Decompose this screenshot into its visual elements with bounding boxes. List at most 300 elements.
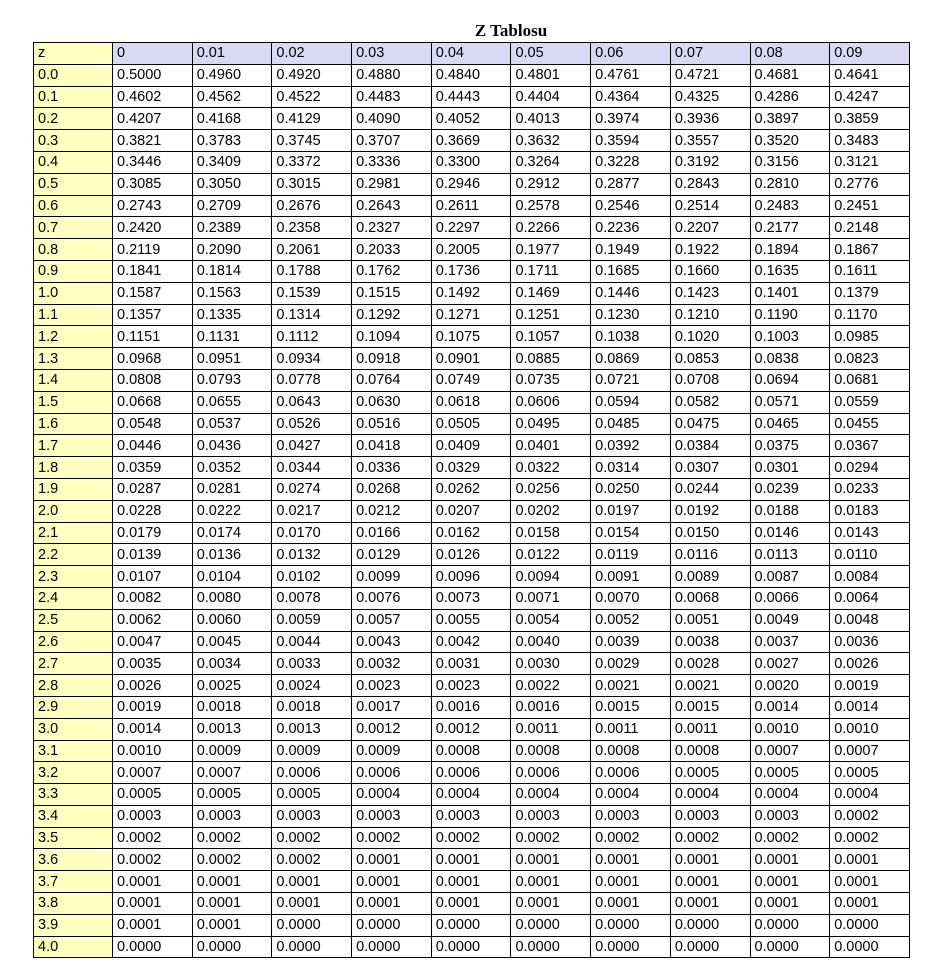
z-value-cell: 2.9: [34, 696, 113, 718]
z-value-cell: 1.8: [34, 457, 113, 479]
probability-cell: 0.0008: [511, 740, 591, 762]
z-value-cell: 0.7: [34, 217, 113, 239]
probability-cell: 0.0051: [670, 609, 750, 631]
probability-cell: 0.0143: [830, 522, 910, 544]
probability-cell: 0.2546: [591, 195, 671, 217]
column-header: 0.09: [830, 43, 910, 65]
table-row: [34, 304, 910, 326]
z-value-cell: 3.9: [34, 914, 113, 936]
probability-cell: 0.0004: [830, 784, 910, 806]
probability-cell: 0.0025: [192, 675, 272, 697]
probability-cell: 0.0001: [272, 871, 352, 893]
probability-cell: 0.1020: [670, 326, 750, 348]
probability-cell: 0.0001: [192, 871, 272, 893]
z-value-cell: 1.0: [34, 282, 113, 304]
probability-cell: 0.0005: [670, 762, 750, 784]
probability-cell: 0.1922: [670, 239, 750, 261]
probability-cell: 0.0594: [591, 391, 671, 413]
probability-cell: 0.0003: [750, 805, 830, 827]
probability-cell: 0.0004: [750, 784, 830, 806]
probability-cell: 0.0082: [113, 587, 193, 609]
z-value-cell: 1.6: [34, 413, 113, 435]
probability-cell: 0.0329: [431, 457, 511, 479]
probability-cell: 0.0000: [830, 914, 910, 936]
probability-cell: 0.0014: [750, 696, 830, 718]
probability-cell: 0.0078: [272, 587, 352, 609]
probability-cell: 0.3557: [670, 130, 750, 152]
probability-cell: 0.3015: [272, 173, 352, 195]
probability-cell: 0.3821: [113, 130, 193, 152]
probability-cell: 0.0001: [352, 849, 432, 871]
probability-cell: 0.0375: [750, 435, 830, 457]
probability-cell: 0.0001: [431, 849, 511, 871]
z-value-cell: 2.1: [34, 522, 113, 544]
probability-cell: 0.0001: [431, 871, 511, 893]
table-row: [34, 936, 910, 958]
probability-cell: 0.0207: [431, 500, 511, 522]
header-row: [34, 43, 910, 65]
z-value-cell: 0.2: [34, 108, 113, 130]
probability-cell: 0.0212: [352, 500, 432, 522]
probability-cell: 0.0392: [591, 435, 671, 457]
probability-cell: 0.3409: [192, 151, 272, 173]
probability-cell: 0.1563: [192, 282, 272, 304]
probability-cell: 0.1841: [113, 260, 193, 282]
probability-cell: 0.0001: [750, 849, 830, 871]
probability-cell: 0.3121: [830, 151, 910, 173]
probability-cell: 0.0022: [511, 675, 591, 697]
probability-cell: 0.0000: [670, 936, 750, 958]
z-value-cell: 2.0: [34, 500, 113, 522]
probability-cell: 0.0001: [591, 871, 671, 893]
probability-cell: 0.0934: [272, 348, 352, 370]
probability-cell: 0.0005: [272, 784, 352, 806]
probability-cell: 0.0721: [591, 369, 671, 391]
probability-cell: 0.0059: [272, 609, 352, 631]
probability-cell: 0.0001: [830, 849, 910, 871]
probability-cell: 0.1075: [431, 326, 511, 348]
probability-cell: 0.3936: [670, 108, 750, 130]
probability-cell: 0.0060: [192, 609, 272, 631]
probability-cell: 0.4721: [670, 64, 750, 86]
probability-cell: 0.0003: [192, 805, 272, 827]
probability-cell: 0.0014: [830, 696, 910, 718]
probability-cell: 0.0287: [113, 478, 193, 500]
probability-cell: 0.2843: [670, 173, 750, 195]
table-row: [34, 348, 910, 370]
probability-cell: 0.0174: [192, 522, 272, 544]
probability-cell: 0.0021: [591, 675, 671, 697]
probability-cell: 0.0013: [192, 718, 272, 740]
probability-cell: 0.0087: [750, 566, 830, 588]
table-row: [34, 326, 910, 348]
probability-cell: 0.0918: [352, 348, 432, 370]
probability-cell: 0.0139: [113, 544, 193, 566]
probability-cell: 0.0054: [511, 609, 591, 631]
probability-cell: 0.0004: [670, 784, 750, 806]
probability-cell: 0.3156: [750, 151, 830, 173]
probability-cell: 0.0005: [192, 784, 272, 806]
probability-cell: 0.0384: [670, 435, 750, 457]
table-row: [34, 217, 910, 239]
probability-cell: 0.0005: [113, 784, 193, 806]
z-column-header: z: [34, 43, 113, 65]
column-header: 0.07: [670, 43, 750, 65]
probability-cell: 0.0000: [192, 936, 272, 958]
probability-cell: 0.0006: [511, 762, 591, 784]
probability-cell: 0.1423: [670, 282, 750, 304]
probability-cell: 0.0006: [272, 762, 352, 784]
probability-cell: 0.0436: [192, 435, 272, 457]
probability-cell: 0.0032: [352, 653, 432, 675]
probability-cell: 0.4052: [431, 108, 511, 130]
probability-cell: 0.0001: [272, 893, 352, 915]
z-value-cell: 0.0: [34, 64, 113, 86]
table-row: [34, 566, 910, 588]
probability-cell: 0.0007: [830, 740, 910, 762]
probability-cell: 0.0418: [352, 435, 432, 457]
probability-cell: 0.2483: [750, 195, 830, 217]
table-row: [34, 587, 910, 609]
probability-cell: 0.0002: [830, 805, 910, 827]
probability-cell: 0.0003: [431, 805, 511, 827]
table-row: [34, 544, 910, 566]
probability-cell: 0.0301: [750, 457, 830, 479]
probability-cell: 0.0080: [192, 587, 272, 609]
probability-cell: 0.4404: [511, 86, 591, 108]
z-value-cell: 1.5: [34, 391, 113, 413]
probability-cell: 0.0268: [352, 478, 432, 500]
probability-cell: 0.2177: [750, 217, 830, 239]
probability-cell: 0.0179: [113, 522, 193, 544]
probability-cell: 0.0029: [591, 653, 671, 675]
probability-cell: 0.2981: [352, 173, 432, 195]
probability-cell: 0.0192: [670, 500, 750, 522]
probability-cell: 0.0007: [750, 740, 830, 762]
probability-cell: 0.0010: [113, 740, 193, 762]
probability-cell: 0.1515: [352, 282, 432, 304]
z-value-cell: 3.1: [34, 740, 113, 762]
z-value-cell: 2.2: [34, 544, 113, 566]
probability-cell: 0.4840: [431, 64, 511, 86]
probability-cell: 0.2676: [272, 195, 352, 217]
probability-cell: 0.0024: [272, 675, 352, 697]
probability-cell: 0.0028: [670, 653, 750, 675]
probability-cell: 0.0049: [750, 609, 830, 631]
probability-cell: 0.0015: [670, 696, 750, 718]
probability-cell: 0.0104: [192, 566, 272, 588]
table-row: [34, 675, 910, 697]
probability-cell: 0.0582: [670, 391, 750, 413]
probability-cell: 0.0002: [192, 827, 272, 849]
z-value-cell: 3.2: [34, 762, 113, 784]
probability-cell: 0.0485: [591, 413, 671, 435]
probability-cell: 0.0001: [192, 893, 272, 915]
probability-cell: 0.0019: [113, 696, 193, 718]
probability-cell: 0.0001: [113, 893, 193, 915]
probability-cell: 0.0062: [113, 609, 193, 631]
probability-cell: 0.0003: [272, 805, 352, 827]
probability-cell: 0.0006: [431, 762, 511, 784]
probability-cell: 0.0001: [113, 871, 193, 893]
probability-cell: 0.4960: [192, 64, 272, 86]
probability-cell: 0.0764: [352, 369, 432, 391]
probability-cell: 0.0885: [511, 348, 591, 370]
probability-cell: 0.0076: [352, 587, 432, 609]
probability-cell: 0.3859: [830, 108, 910, 130]
probability-cell: 0.0031: [431, 653, 511, 675]
z-value-cell: 2.6: [34, 631, 113, 653]
probability-cell: 0.1977: [511, 239, 591, 261]
probability-cell: 0.0401: [511, 435, 591, 457]
probability-cell: 0.0001: [511, 893, 591, 915]
table-row: [34, 413, 910, 435]
table-row: [34, 500, 910, 522]
probability-cell: 0.0004: [352, 784, 432, 806]
probability-cell: 0.3632: [511, 130, 591, 152]
probability-cell: 0.0020: [750, 675, 830, 697]
probability-cell: 0.3050: [192, 173, 272, 195]
probability-cell: 0.1170: [830, 304, 910, 326]
probability-cell: 0.3483: [830, 130, 910, 152]
probability-cell: 0.0012: [352, 718, 432, 740]
probability-cell: 0.0901: [431, 348, 511, 370]
probability-cell: 0.0000: [750, 936, 830, 958]
probability-cell: 0.1038: [591, 326, 671, 348]
probability-cell: 0.0250: [591, 478, 671, 500]
probability-cell: 0.0446: [113, 435, 193, 457]
probability-cell: 0.0001: [670, 871, 750, 893]
probability-cell: 0.0001: [511, 849, 591, 871]
table-row: [34, 740, 910, 762]
probability-cell: 0.1151: [113, 326, 193, 348]
probability-cell: 0.0004: [591, 784, 671, 806]
probability-cell: 0.0023: [431, 675, 511, 697]
probability-cell: 0.0001: [431, 893, 511, 915]
probability-cell: 0.0006: [352, 762, 432, 784]
probability-cell: 0.0089: [670, 566, 750, 588]
probability-cell: 0.0001: [113, 914, 193, 936]
probability-cell: 0.0011: [670, 718, 750, 740]
table-row: [34, 86, 910, 108]
probability-cell: 0.0010: [830, 718, 910, 740]
probability-cell: 0.4207: [113, 108, 193, 130]
probability-cell: 0.0853: [670, 348, 750, 370]
probability-cell: 0.0003: [670, 805, 750, 827]
probability-cell: 0.1210: [670, 304, 750, 326]
probability-cell: 0.2148: [830, 217, 910, 239]
z-value-cell: 0.4: [34, 151, 113, 173]
probability-cell: 0.0708: [670, 369, 750, 391]
probability-cell: 0.2776: [830, 173, 910, 195]
probability-cell: 0.3594: [591, 130, 671, 152]
probability-cell: 0.1335: [192, 304, 272, 326]
probability-cell: 0.0197: [591, 500, 671, 522]
probability-cell: 0.0655: [192, 391, 272, 413]
probability-cell: 0.0009: [352, 740, 432, 762]
z-value-cell: 0.6: [34, 195, 113, 217]
probability-cell: 0.4761: [591, 64, 671, 86]
probability-cell: 0.0427: [272, 435, 352, 457]
probability-cell: 0.0352: [192, 457, 272, 479]
z-table-page: [33, 20, 909, 958]
probability-cell: 0.0314: [591, 457, 671, 479]
probability-cell: 0.4443: [431, 86, 511, 108]
probability-cell: 0.1736: [431, 260, 511, 282]
table-row: [34, 696, 910, 718]
probability-cell: 0.3192: [670, 151, 750, 173]
probability-cell: 0.1401: [750, 282, 830, 304]
probability-cell: 0.4247: [830, 86, 910, 108]
probability-cell: 0.0136: [192, 544, 272, 566]
probability-cell: 0.4090: [352, 108, 432, 130]
probability-cell: 0.2946: [431, 173, 511, 195]
probability-cell: 0.0001: [591, 849, 671, 871]
probability-cell: 0.4013: [511, 108, 591, 130]
z-value-cell: 3.3: [34, 784, 113, 806]
probability-cell: 0.0099: [352, 566, 432, 588]
probability-cell: 0.0008: [591, 740, 671, 762]
probability-cell: 0.0537: [192, 413, 272, 435]
table-row: [34, 282, 910, 304]
table-row: [34, 64, 910, 86]
probability-cell: 0.0505: [431, 413, 511, 435]
probability-cell: 0.2420: [113, 217, 193, 239]
probability-cell: 0.0322: [511, 457, 591, 479]
probability-cell: 0.0002: [352, 827, 432, 849]
probability-cell: 0.3446: [113, 151, 193, 173]
z-value-cell: 1.3: [34, 348, 113, 370]
probability-cell: 0.0668: [113, 391, 193, 413]
probability-cell: 0.2005: [431, 239, 511, 261]
probability-cell: 0.1587: [113, 282, 193, 304]
probability-cell: 0.0002: [272, 827, 352, 849]
probability-cell: 0.0162: [431, 522, 511, 544]
probability-cell: 0.2389: [192, 217, 272, 239]
probability-cell: 0.0183: [830, 500, 910, 522]
probability-cell: 0.0000: [272, 936, 352, 958]
probability-cell: 0.3897: [750, 108, 830, 130]
probability-cell: 0.0001: [750, 871, 830, 893]
probability-cell: 0.0003: [113, 805, 193, 827]
probability-cell: 0.0042: [431, 631, 511, 653]
probability-cell: 0.3300: [431, 151, 511, 173]
probability-cell: 0.4129: [272, 108, 352, 130]
probability-cell: 0.2207: [670, 217, 750, 239]
probability-cell: 0.0516: [352, 413, 432, 435]
probability-cell: 0.3669: [431, 130, 511, 152]
column-header: 0.03: [352, 43, 432, 65]
probability-cell: 0.2451: [830, 195, 910, 217]
probability-cell: 0.0122: [511, 544, 591, 566]
probability-cell: 0.5000: [113, 64, 193, 86]
probability-cell: 0.0000: [272, 914, 352, 936]
probability-cell: 0.0037: [750, 631, 830, 653]
probability-cell: 0.2266: [511, 217, 591, 239]
z-value-cell: 2.3: [34, 566, 113, 588]
probability-cell: 0.2236: [591, 217, 671, 239]
probability-cell: 0.0007: [113, 762, 193, 784]
probability-cell: 0.3974: [591, 108, 671, 130]
probability-cell: 0.3520: [750, 130, 830, 152]
probability-cell: 0.0256: [511, 478, 591, 500]
probability-cell: 0.3783: [192, 130, 272, 152]
probability-cell: 0.1057: [511, 326, 591, 348]
probability-cell: 0.0217: [272, 500, 352, 522]
probability-cell: 0.0044: [272, 631, 352, 653]
table-row: [34, 130, 910, 152]
probability-cell: 0.4602: [113, 86, 193, 108]
probability-cell: 0.1711: [511, 260, 591, 282]
probability-cell: 0.1492: [431, 282, 511, 304]
probability-cell: 0.2709: [192, 195, 272, 217]
probability-cell: 0.0015: [591, 696, 671, 718]
table-row: [34, 369, 910, 391]
probability-cell: 0.0052: [591, 609, 671, 631]
probability-cell: 0.0040: [511, 631, 591, 653]
table-row: [34, 239, 910, 261]
probability-cell: 0.0465: [750, 413, 830, 435]
probability-cell: 0.0307: [670, 457, 750, 479]
probability-cell: 0.0116: [670, 544, 750, 566]
probability-cell: 0.0001: [511, 871, 591, 893]
probability-cell: 0.0002: [511, 827, 591, 849]
probability-cell: 0.1611: [830, 260, 910, 282]
probability-cell: 0.1762: [352, 260, 432, 282]
probability-cell: 0.0071: [511, 587, 591, 609]
table-row: [34, 391, 910, 413]
probability-cell: 0.0107: [113, 566, 193, 588]
probability-cell: 0.0110: [830, 544, 910, 566]
probability-cell: 0.1357: [113, 304, 193, 326]
probability-cell: 0.0001: [750, 893, 830, 915]
probability-cell: 0.0016: [431, 696, 511, 718]
probability-cell: 0.0000: [431, 914, 511, 936]
probability-cell: 0.0951: [192, 348, 272, 370]
probability-cell: 0.0132: [272, 544, 352, 566]
probability-cell: 0.0778: [272, 369, 352, 391]
probability-cell: 0.0008: [670, 740, 750, 762]
z-value-cell: 2.8: [34, 675, 113, 697]
probability-cell: 0.0047: [113, 631, 193, 653]
probability-cell: 0.0048: [830, 609, 910, 631]
probability-cell: 0.1094: [352, 326, 432, 348]
table-row: [34, 151, 910, 173]
probability-cell: 0.0495: [511, 413, 591, 435]
table-row: [34, 522, 910, 544]
table-row: [34, 784, 910, 806]
probability-cell: 0.0005: [830, 762, 910, 784]
probability-cell: 0.0001: [591, 893, 671, 915]
probability-cell: 0.1539: [272, 282, 352, 304]
probability-cell: 0.0968: [113, 348, 193, 370]
probability-cell: 0.0000: [511, 936, 591, 958]
probability-cell: 0.0409: [431, 435, 511, 457]
table-row: [34, 827, 910, 849]
probability-cell: 0.0126: [431, 544, 511, 566]
probability-cell: 0.2297: [431, 217, 511, 239]
probability-cell: 0.4168: [192, 108, 272, 130]
probability-cell: 0.0001: [670, 849, 750, 871]
probability-cell: 0.0548: [113, 413, 193, 435]
probability-cell: 0.0096: [431, 566, 511, 588]
probability-cell: 0.0030: [511, 653, 591, 675]
table-body: [34, 64, 910, 958]
probability-cell: 0.0066: [750, 587, 830, 609]
z-value-cell: 3.8: [34, 893, 113, 915]
probability-cell: 0.0606: [511, 391, 591, 413]
probability-cell: 0.4562: [192, 86, 272, 108]
